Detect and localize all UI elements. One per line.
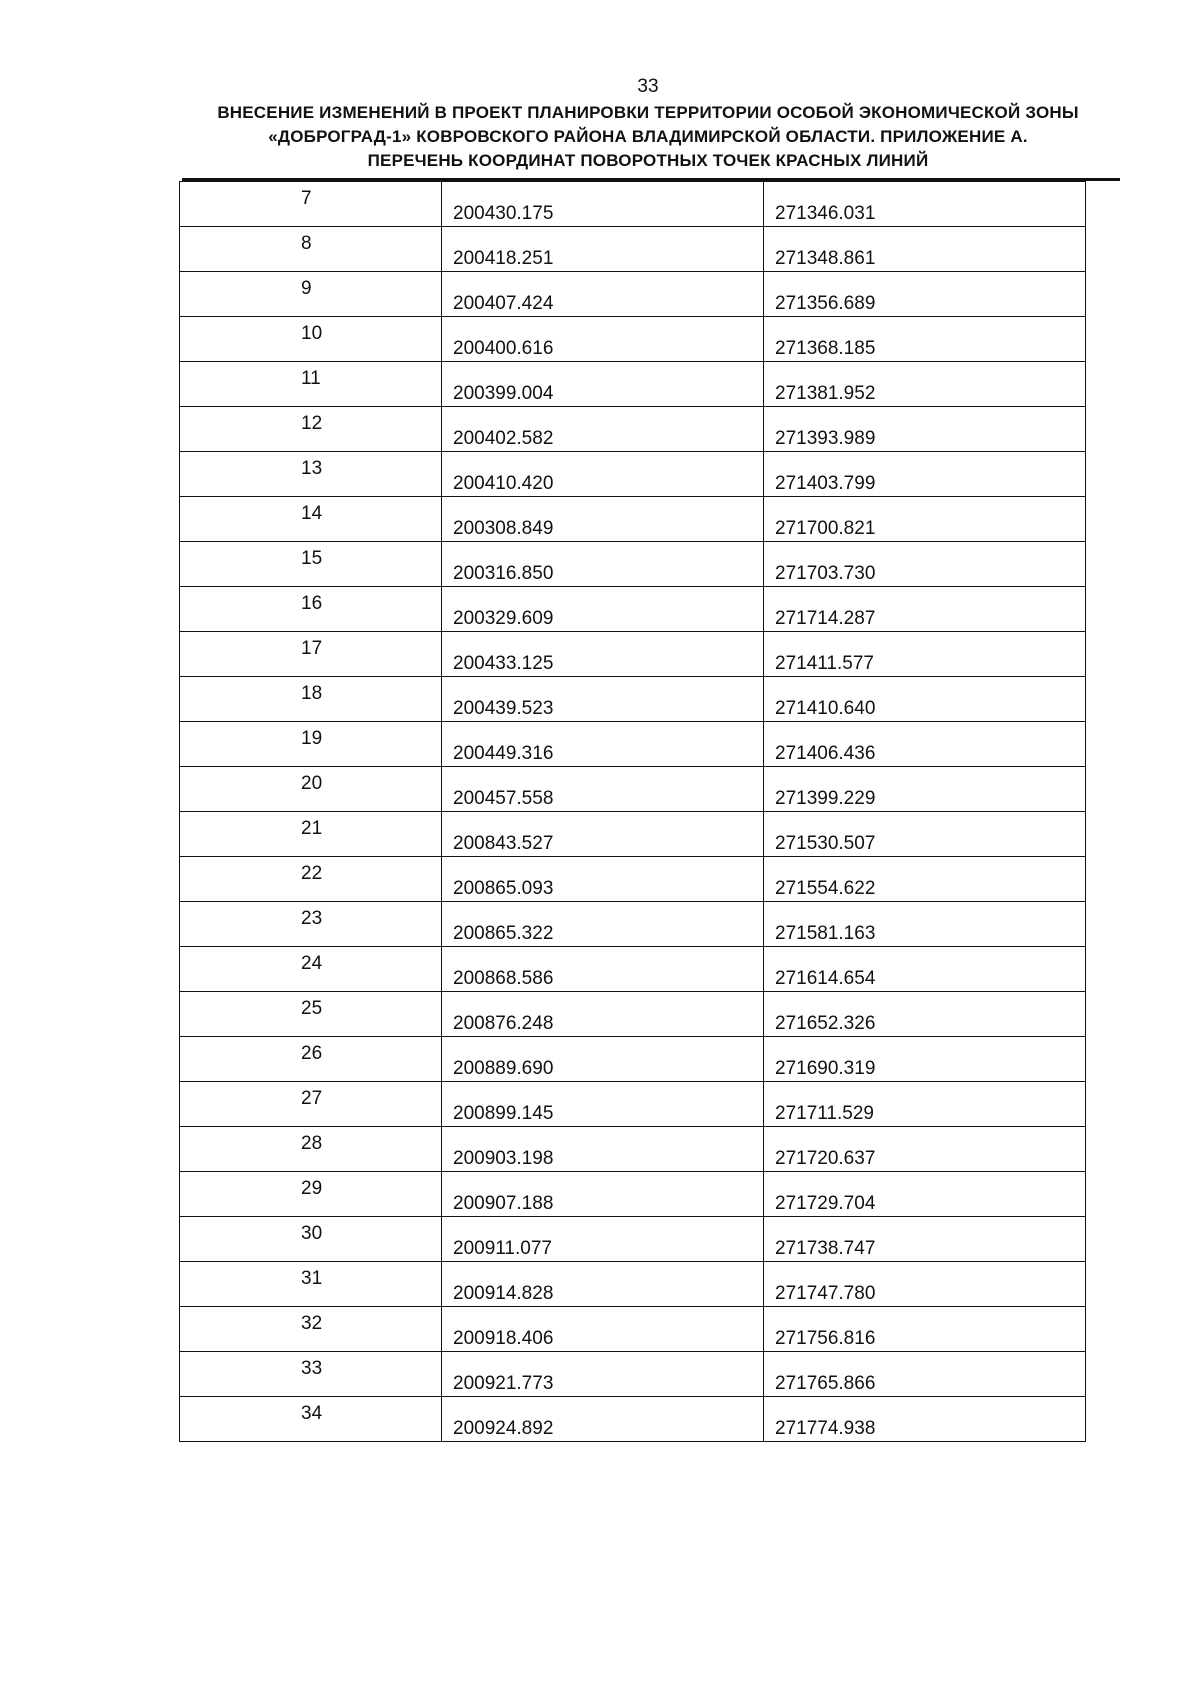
point-number-cell: 16 [180,587,442,632]
table-row [180,452,1086,497]
point-number-cell: 32 [180,1307,442,1352]
point-number-cell: 22 [180,857,442,902]
y-coordinate-cell: 271714.287 [764,587,1086,632]
y-coordinate-cell: 271774.938 [764,1397,1086,1442]
y-coordinate-cell: 271381.952 [764,362,1086,407]
point-number-cell: 20 [180,767,442,812]
point-number-cell: 18 [180,677,442,722]
point-number-cell: 21 [180,812,442,857]
point-number-cell: 34 [180,1397,442,1442]
y-coordinate-cell: 271729.704 [764,1172,1086,1217]
table-row [180,947,1086,992]
point-number-cell: 12 [180,407,442,452]
y-coordinate-cell: 271581.163 [764,902,1086,947]
x-coordinate-cell: 200865.093 [442,857,764,902]
x-coordinate-cell: 200399.004 [442,362,764,407]
x-coordinate-cell: 200918.406 [442,1307,764,1352]
y-coordinate-cell: 271614.654 [764,947,1086,992]
point-number-cell: 19 [180,722,442,767]
x-coordinate-cell: 200865.322 [442,902,764,947]
x-coordinate-cell: 200418.251 [442,227,764,272]
y-coordinate-cell: 271393.989 [764,407,1086,452]
table-row [180,407,1086,452]
point-number-cell: 33 [180,1352,442,1397]
x-coordinate-cell: 200449.316 [442,722,764,767]
table-row [180,1307,1086,1352]
y-coordinate-cell: 271756.816 [764,1307,1086,1352]
table-row [180,1082,1086,1127]
table-row [180,1127,1086,1172]
point-number-cell: 9 [180,272,442,317]
x-coordinate-cell: 200407.424 [442,272,764,317]
table-row [180,1262,1086,1307]
y-coordinate-cell: 271406.436 [764,722,1086,767]
point-number-cell: 13 [180,452,442,497]
point-number-cell: 23 [180,902,442,947]
y-coordinate-cell: 271747.780 [764,1262,1086,1307]
x-coordinate-cell: 200868.586 [442,947,764,992]
table-row [180,272,1086,317]
x-coordinate-cell: 200889.690 [442,1037,764,1082]
y-coordinate-cell: 271346.031 [764,182,1086,227]
y-coordinate-cell: 271711.529 [764,1082,1086,1127]
y-coordinate-cell: 271368.185 [764,317,1086,362]
y-coordinate-cell: 271738.747 [764,1217,1086,1262]
table-row [180,677,1086,722]
table-row [180,1037,1086,1082]
y-coordinate-cell: 271690.319 [764,1037,1086,1082]
y-coordinate-cell: 271652.326 [764,992,1086,1037]
x-coordinate-cell: 200903.198 [442,1127,764,1172]
x-coordinate-cell: 200921.773 [442,1352,764,1397]
y-coordinate-cell: 271554.622 [764,857,1086,902]
table-row [180,992,1086,1037]
table-row [180,317,1086,362]
x-coordinate-cell: 200410.420 [442,452,764,497]
table-row [180,632,1086,677]
point-number-cell: 27 [180,1082,442,1127]
x-coordinate-cell: 200843.527 [442,812,764,857]
point-number-cell: 26 [180,1037,442,1082]
y-coordinate-cell: 271356.689 [764,272,1086,317]
point-number-cell: 31 [180,1262,442,1307]
x-coordinate-cell: 200924.892 [442,1397,764,1442]
table-row [180,857,1086,902]
x-coordinate-cell: 200439.523 [442,677,764,722]
x-coordinate-cell: 200911.077 [442,1217,764,1262]
header-line-1: ВНЕСЕНИЕ ИЗМЕНЕНИЙ В ПРОЕКТ ПЛАНИРОВКИ ТЕРРИТОРИИ ОСОБОЙ ЭКОНОМИЧЕСКОЙ ЗОНЫ [217,103,1079,122]
y-coordinate-cell: 271399.229 [764,767,1086,812]
x-coordinate-cell: 200308.849 [442,497,764,542]
point-number-cell: 28 [180,1127,442,1172]
y-coordinate-cell: 271348.861 [764,227,1086,272]
page-number: 33 [637,76,659,97]
table-row [180,542,1086,587]
table-row [180,1397,1086,1442]
point-number-cell: 24 [180,947,442,992]
table-row [180,1217,1086,1262]
table-row [180,497,1086,542]
point-number-cell: 17 [180,632,442,677]
header-line-3: ПЕРЕЧЕНЬ КООРДИНАТ ПОВОРОТНЫХ ТОЧЕК КРАСНЫХ ЛИНИЙ [367,151,929,170]
coordinates-table-body [180,182,1086,1442]
y-coordinate-cell: 271720.637 [764,1127,1086,1172]
table-row [180,902,1086,947]
y-coordinate-cell: 271411.577 [764,632,1086,677]
document-header [0,101,1200,173]
x-coordinate-cell: 200433.125 [442,632,764,677]
table-row [180,227,1086,272]
table-row [180,1352,1086,1397]
x-coordinate-cell: 200907.188 [442,1172,764,1217]
y-coordinate-cell: 271700.821 [764,497,1086,542]
x-coordinate-cell: 200457.558 [442,767,764,812]
point-number-cell: 14 [180,497,442,542]
header-line-2: «ДОБРОГРАД-1» КОВРОВСКОГО РАЙОНА ВЛАДИМИРСКОЙ ОБЛАСТИ. ПРИЛОЖЕНИЕ А. [268,127,1028,146]
table-row [180,587,1086,632]
table-row [180,1172,1086,1217]
x-coordinate-cell: 200329.609 [442,587,764,632]
x-coordinate-cell: 200316.850 [442,542,764,587]
point-number-cell: 25 [180,992,442,1037]
point-number-cell: 8 [180,227,442,272]
table-row [180,182,1086,227]
x-coordinate-cell: 200876.248 [442,992,764,1037]
x-coordinate-cell: 200400.616 [442,317,764,362]
point-number-cell: 29 [180,1172,442,1217]
point-number-cell: 15 [180,542,442,587]
table-row [180,767,1086,812]
y-coordinate-cell: 271530.507 [764,812,1086,857]
table-row [180,812,1086,857]
y-coordinate-cell: 271765.866 [764,1352,1086,1397]
table-row [180,722,1086,767]
y-coordinate-cell: 271403.799 [764,452,1086,497]
y-coordinate-cell: 271410.640 [764,677,1086,722]
point-number-cell: 10 [180,317,442,362]
coordinates-table [179,181,1086,1442]
x-coordinate-cell: 200914.828 [442,1262,764,1307]
y-coordinate-cell: 271703.730 [764,542,1086,587]
table-row [180,362,1086,407]
point-number-cell: 11 [180,362,442,407]
point-number-cell: 7 [180,182,442,227]
x-coordinate-cell: 200430.175 [442,182,764,227]
x-coordinate-cell: 200899.145 [442,1082,764,1127]
point-number-cell: 30 [180,1217,442,1262]
x-coordinate-cell: 200402.582 [442,407,764,452]
